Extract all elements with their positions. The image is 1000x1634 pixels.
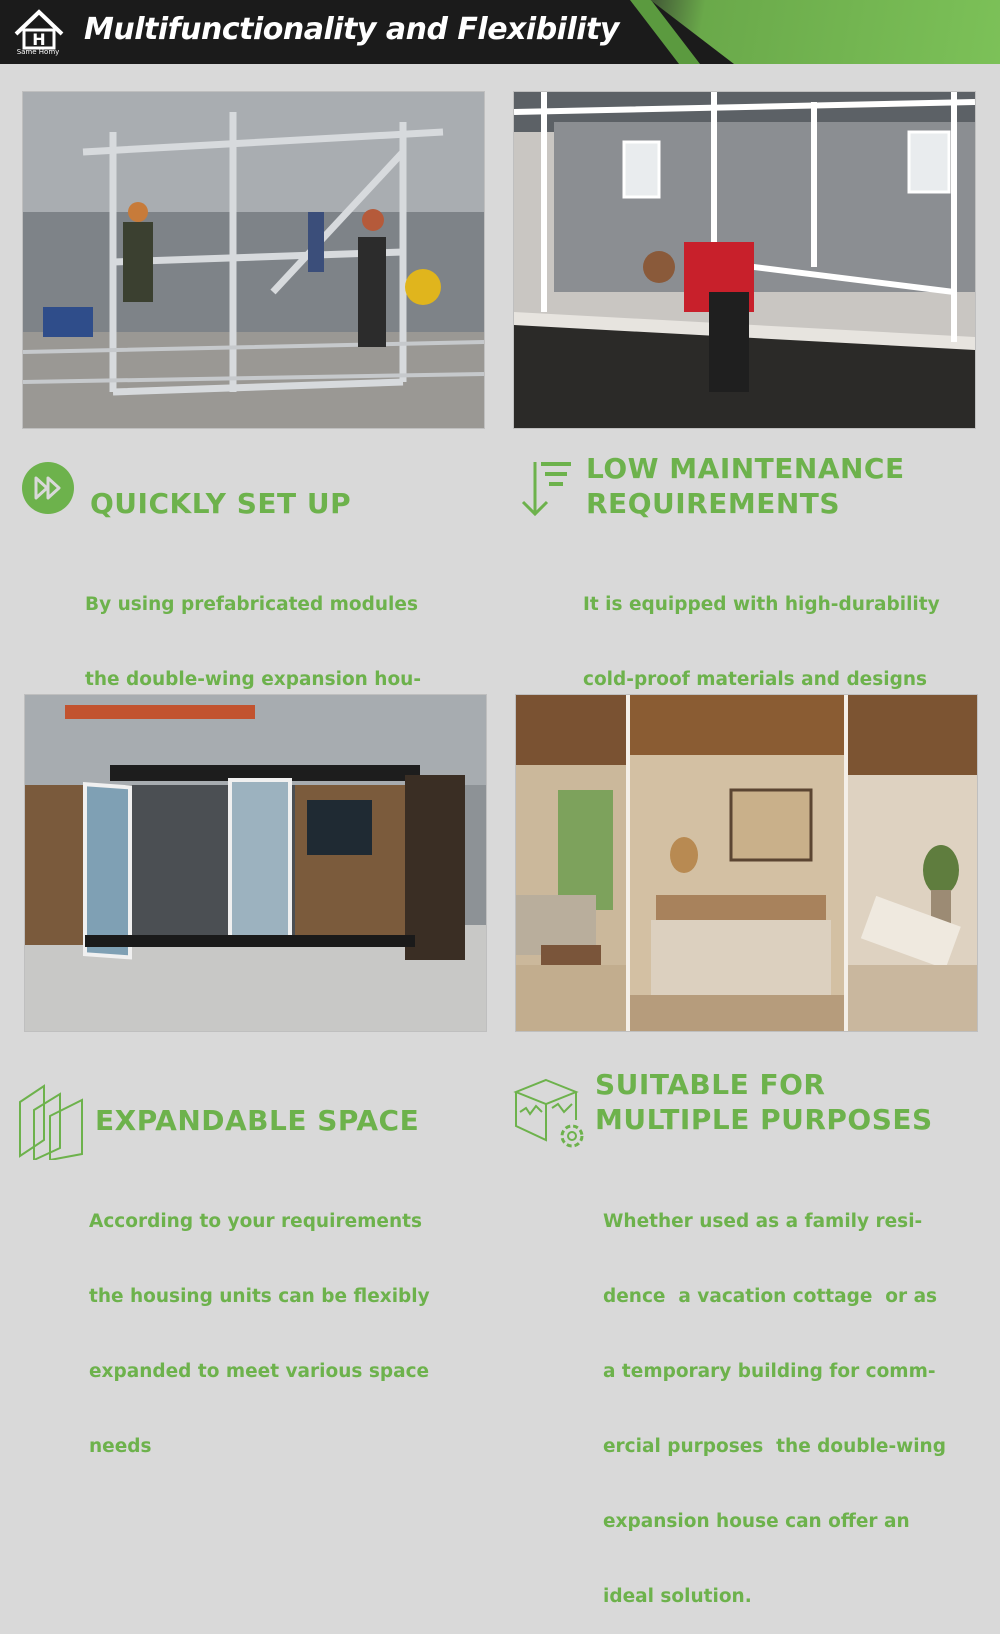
photo-floor-assembly <box>513 91 976 429</box>
feature-heading-line: REQUIREMENTS <box>586 487 841 520</box>
feature-body-line: a temporary building for comm- <box>603 1361 936 1382</box>
feature-heading <box>90 486 351 521</box>
feature-heading-line: EXPANDABLE SPACE <box>95 1104 420 1137</box>
feature-body-line: ercial purposes the double-wing <box>603 1436 946 1457</box>
feature-heading <box>595 1067 933 1137</box>
feature-body-line: the housing units can be flexibly <box>89 1286 430 1307</box>
feature-heading-line: MULTIPLE PURPOSES <box>595 1103 933 1136</box>
photo-frame-welding <box>22 91 485 429</box>
feature-heading <box>586 451 905 521</box>
feature-body-line: expansion house can offer an <box>603 1511 910 1532</box>
feature-body-line: needs <box>89 1436 152 1457</box>
feature-body-line: ideal solution. <box>603 1586 752 1607</box>
feature-heading-line: LOW MAINTENANCE <box>586 452 905 485</box>
logo-letter: H <box>32 30 46 49</box>
photo-interiors <box>515 694 978 1032</box>
logo-text: Same Homy <box>16 48 60 56</box>
feature-body-line: Whether used as a family resi- <box>603 1211 923 1232</box>
feature-body-line: expanded to meet various space <box>89 1361 430 1382</box>
feature-heading <box>95 1103 419 1138</box>
feature-body-line: the double-wing expansion hou- <box>85 669 421 690</box>
feature-heading-line: SUITABLE FOR <box>595 1068 826 1101</box>
photo-expanded-house <box>24 694 487 1032</box>
sort-descending-icon <box>515 458 575 520</box>
page-header <box>0 0 1000 64</box>
feature-body-line: According to your requirements <box>89 1211 422 1232</box>
feature-body-line: It is equipped with high-durability <box>583 594 940 615</box>
feature-body-line: cold-proof materials and designs <box>583 669 928 690</box>
fast-forward-icon <box>20 460 76 516</box>
feature-body <box>89 1159 430 1484</box>
feature-body-line: By using prefabricated modules <box>85 594 418 615</box>
cube-gear-icon <box>512 1076 588 1152</box>
feature-body-line: dence a vacation cottage or as <box>603 1286 938 1307</box>
page-title: Multifunctionality and Flexibility <box>84 12 619 47</box>
feature-heading-line: QUICKLY SET UP <box>90 487 352 520</box>
layered-panels-icon <box>16 1082 88 1160</box>
feature-body <box>603 1159 946 1634</box>
